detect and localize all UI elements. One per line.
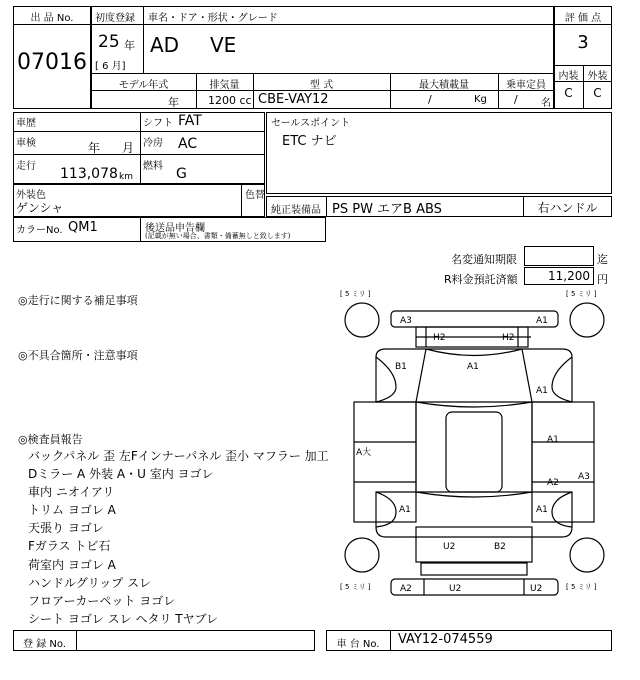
tire-depth-rear-right: [ 5 ミリ ] — [566, 583, 597, 591]
inspector-line: トリム ヨゴレ A — [28, 503, 116, 517]
mark-rear-bumper-right: U2 — [530, 584, 543, 594]
inspector-line: フロアーカーペット ヨゴレ — [28, 594, 176, 608]
car-damage-diagram — [336, 287, 612, 624]
inspection-label: 車検 — [16, 138, 36, 149]
score-value: 3 — [577, 32, 589, 53]
recycle-declaration-note: (記載が無い場合、書類・備蓄無しと致します) — [145, 232, 291, 240]
fuel-label: 燃料 — [143, 161, 163, 172]
max-load-unit: Kg — [474, 94, 487, 105]
shift-label: シフト — [143, 118, 173, 129]
right-side — [532, 402, 594, 522]
rear-panel — [421, 563, 527, 575]
mark-hood-left: H2 — [433, 333, 446, 343]
displacement: 1200 cc — [208, 94, 252, 107]
deadline-field — [524, 246, 594, 266]
mark-back-door-left: U2 — [443, 542, 456, 552]
driving-notes-title: ◎走行に関する補足事項 — [18, 294, 138, 307]
mark-right-side: A3 — [578, 472, 590, 482]
first-registration-label: 初度登録 — [95, 13, 135, 24]
interior-label: 内装 — [558, 71, 579, 82]
mark-back-door-right: B2 — [494, 542, 506, 552]
defects-title: ◎不具合箇所・注意事項 — [18, 349, 138, 362]
ac-value: AC — [178, 136, 198, 152]
lot-number: 07016 — [17, 50, 87, 75]
max-load-label: 最大積載量 — [419, 80, 469, 91]
max-load: / — [428, 93, 432, 106]
mark-right-front-door: A1 — [547, 435, 559, 445]
mileage-unit: km — [119, 172, 133, 182]
deadline-label: 名変通知期限 — [451, 253, 517, 266]
registration-number-label: 登 録 No. — [23, 639, 66, 650]
left-side — [354, 402, 416, 522]
deadline-unit: 迄 — [597, 253, 608, 266]
capacity: / — [514, 93, 518, 106]
wheel-rear-right — [570, 538, 604, 572]
history-label: 車歴 — [16, 118, 36, 129]
tire-depth-front-right: [ 5 ミリ ] — [566, 290, 597, 298]
recycle-fee-unit: 円 — [597, 273, 608, 286]
car-grade: VE — [210, 33, 237, 57]
ac-label: 冷房 — [143, 138, 163, 149]
year-unit: 年 — [124, 39, 135, 52]
chassis-number-value: VAY12-074559 — [398, 632, 493, 647]
exterior-color-label: 外装色 — [16, 190, 46, 201]
fuel-value: G — [176, 166, 187, 182]
inspector-line: Fガラス トビ石 — [28, 539, 111, 553]
model-code-label: 型 式 — [309, 80, 334, 91]
shift-value: FAT — [178, 113, 202, 129]
tire-depth-front-left: [ 5 ミリ ] — [340, 290, 371, 298]
mark-front-bumper-right: A1 — [536, 316, 548, 326]
mark-front-right-fender: A1 — [536, 386, 548, 396]
mark-hood-right: H2 — [502, 333, 515, 343]
sales-point-label: セールスポイント — [271, 118, 351, 129]
exterior-color-value: ゲンシャ — [16, 201, 64, 215]
chassis-number-label: 車 台 No. — [336, 639, 380, 650]
inspection-year: 年 — [88, 141, 101, 155]
inspector-line: 荷室内 ヨゴレ A — [28, 558, 116, 572]
inspector-report-title: ◎検査員報告 — [18, 433, 83, 446]
details-box — [13, 112, 265, 184]
displacement-label: 排気量 — [209, 80, 240, 91]
interior-grade: C — [564, 86, 573, 100]
equipment-value: PS PW エアB ABS — [332, 202, 442, 217]
mark-front-left-fender: B1 — [395, 362, 407, 372]
model-year-unit: 年 — [168, 96, 179, 109]
mark-rear-bumper-mid: U2 — [449, 584, 462, 594]
mark-hood-center: A1 — [467, 362, 479, 372]
inspection-month: 月 — [122, 141, 135, 155]
mileage-value: 113,078 — [60, 166, 118, 182]
mark-rear-bumper-left: A2 — [400, 584, 412, 594]
front-bumper — [391, 311, 558, 327]
equipment-label: 純正装備品 — [271, 205, 321, 216]
inspector-line: ハンドルグリップ スレ — [28, 576, 152, 590]
capacity-label: 乗車定員 — [506, 80, 546, 91]
sales-point-value: ETC ナビ — [282, 134, 337, 149]
inspector-line: シート ヨゴレ スレ ヘタリ Tヤブレ — [28, 612, 219, 626]
recycle-declaration-label: 後送品申告欄 — [145, 223, 205, 234]
wheel-front-left — [345, 303, 379, 337]
inspector-line: 天張り ヨゴレ — [28, 521, 104, 535]
wheel-rear-left — [345, 538, 379, 572]
color-number-value: QM1 — [68, 220, 98, 235]
tire-depth-rear-left: [ 5 ミリ ] — [340, 583, 371, 591]
color-number-label: カラーNo. — [16, 225, 63, 236]
cabin — [416, 402, 532, 497]
mark-left-quarter: A1 — [399, 505, 411, 515]
mark-left-front-door: A大 — [356, 448, 372, 458]
capacity-unit: 名 — [541, 98, 551, 109]
first-registration-month: [ 6 月] — [95, 61, 126, 72]
exterior-grade: C — [593, 86, 602, 100]
inspector-line: 車内 ニオイアリ — [28, 485, 115, 499]
vehicle-name-label: 車名・ドア・形状・グレード — [148, 13, 278, 24]
mileage-label: 走行 — [16, 161, 36, 172]
mark-right-quarter: A1 — [536, 505, 548, 515]
back-door — [416, 527, 532, 562]
recycle-fee-value: 11,200 — [548, 269, 590, 283]
car-name: AD — [150, 33, 180, 57]
recycle-fee-label: R料金預託済額 — [444, 273, 518, 286]
model-year-label: モデル年式 — [118, 80, 169, 91]
color-change-label: 色替 — [245, 190, 265, 201]
steering-value: 右ハンドル — [537, 201, 598, 215]
inspector-line: バックパネル 歪 左Fインナーパネル 歪小 マフラー 加工 — [28, 449, 329, 463]
model-code: CBE-VAY12 — [258, 92, 329, 107]
first-registration-year: 25 — [98, 32, 120, 52]
mark-front-bumper-left: A3 — [400, 316, 412, 326]
inspector-line: Dミラー A 外装 A・U 室内 ヨゴレ — [28, 467, 214, 481]
wheel-front-right — [570, 303, 604, 337]
score-label: 評 価 点 — [564, 13, 602, 24]
exterior-label: 外装 — [587, 71, 608, 82]
lot-number-label: 出 品 No. — [30, 13, 74, 24]
mark-right-rear-door: A2 — [547, 478, 559, 488]
roof — [446, 412, 502, 492]
